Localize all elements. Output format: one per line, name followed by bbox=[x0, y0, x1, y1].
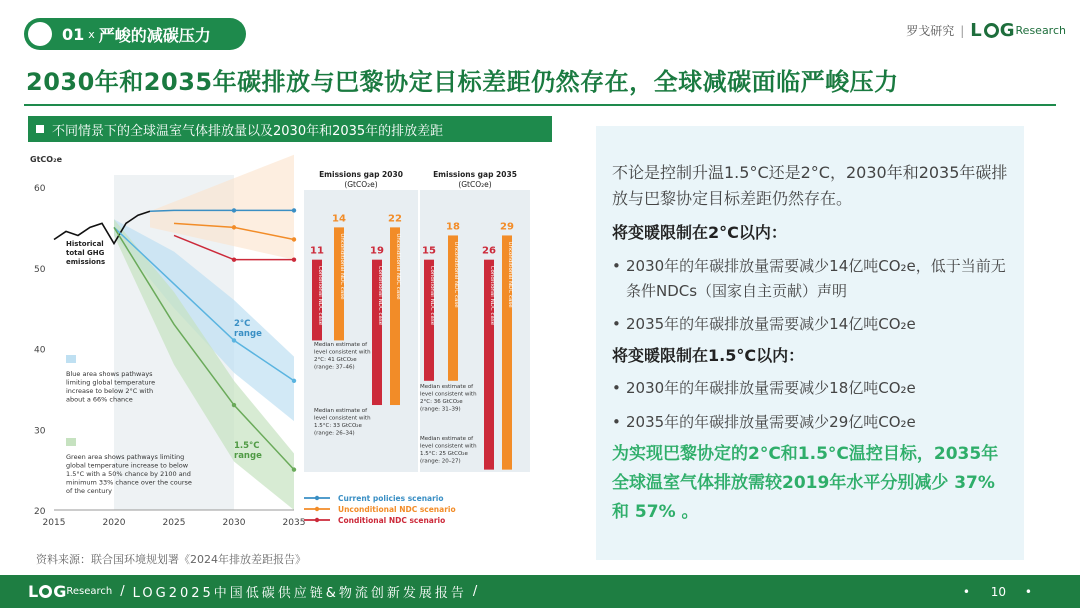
gap-title: Emissions gap 2035 bbox=[433, 170, 517, 179]
one-five-degree-label: range bbox=[234, 451, 262, 461]
green-note-text: minimum 33% chance over the course bbox=[66, 478, 192, 487]
historical-label: Historical bbox=[66, 240, 104, 248]
blue-note-text: limiting global temperature bbox=[66, 378, 156, 387]
x-tick-label: 2035 bbox=[282, 518, 306, 528]
legend-marker bbox=[315, 507, 319, 511]
legend-marker bbox=[315, 518, 319, 522]
y-axis-label: GtCO₂e bbox=[30, 155, 62, 164]
series-point bbox=[292, 208, 296, 212]
brand bbox=[906, 20, 1066, 41]
footer-logo-g: G bbox=[53, 582, 67, 601]
green-note-text: global temperature increase to below bbox=[66, 461, 189, 470]
chart-caption-bar bbox=[28, 116, 552, 142]
gap-note-text: level consistent with bbox=[314, 349, 371, 356]
gap-note-text: 2°C: 41 GtCO₂e bbox=[314, 357, 357, 363]
bullet-text: 2035年的年碳排放量需要减少14亿吨CO₂e bbox=[626, 315, 916, 333]
y-tick-label: 50 bbox=[34, 264, 46, 275]
blue-note-swatch bbox=[66, 355, 76, 363]
gap-bar-value: 18 bbox=[446, 221, 460, 233]
footer-dot-right: • bbox=[1024, 584, 1032, 599]
green-note-swatch bbox=[66, 438, 76, 446]
footer-bar bbox=[0, 575, 1080, 608]
x-tick-label: 2020 bbox=[102, 518, 126, 528]
footer-slash: / bbox=[120, 584, 125, 599]
logo-ring-icon bbox=[984, 23, 999, 38]
caption-square-icon bbox=[36, 125, 44, 133]
legend-label: Current policies scenario bbox=[338, 494, 444, 503]
y-tick-label: 40 bbox=[34, 345, 46, 356]
bullet-2030-2c bbox=[612, 254, 1014, 304]
logo-letter-g: G bbox=[999, 20, 1016, 41]
series-point bbox=[292, 237, 296, 241]
gap-bar-value: 15 bbox=[422, 245, 436, 257]
gap-bar-label: Unconditional NDC case bbox=[339, 233, 345, 300]
panel-conclusion: 为实现巴黎协定的2°C和1.5°C温控目标，2035年全球温室气体排放需较2019年水平分别减少 37% 和 57% 。 bbox=[612, 444, 999, 522]
section-title: 严峻的减碳压力 bbox=[98, 25, 211, 45]
brand-separator: | bbox=[960, 23, 965, 38]
page-title: 2030年和2035年碳排放与巴黎协定目标差距仍然存在，全球减碳面临严峻压力 bbox=[26, 68, 899, 96]
y-tick-label: 20 bbox=[34, 507, 46, 517]
bullet-2035-1-5c bbox=[612, 410, 1014, 435]
section-number: 01 bbox=[62, 24, 85, 44]
two-degree-label: range bbox=[234, 329, 262, 339]
gap-note-text: (range: 37–46) bbox=[314, 364, 355, 371]
gap-bar-value: 26 bbox=[482, 245, 496, 257]
series-point bbox=[292, 379, 296, 383]
gap-bar-label: Conditional NDC case bbox=[429, 265, 435, 326]
blue-note-text: increase to below 2°C with bbox=[66, 387, 154, 395]
series-point bbox=[292, 467, 296, 471]
gap-title: (GtCO₂e) bbox=[344, 180, 378, 189]
gap-note-text: 2°C: 36 GtCO₂e bbox=[420, 399, 463, 405]
historical-label: total GHG bbox=[66, 249, 105, 257]
series-line bbox=[150, 210, 294, 211]
y-tick-label: 60 bbox=[34, 184, 46, 194]
chart-caption: 不同情景下的全球温室气体排放量以及2030年和2035年的排放差距 bbox=[52, 123, 444, 139]
footer-slash-2: / bbox=[472, 584, 478, 599]
gap-bar-value: 22 bbox=[388, 213, 402, 225]
series-point bbox=[292, 257, 296, 261]
logo-research: Research bbox=[1015, 24, 1066, 37]
bullet-mark: • bbox=[612, 379, 621, 397]
series-point bbox=[232, 208, 236, 212]
x-tick-label: 2025 bbox=[162, 518, 186, 528]
section-x: x bbox=[88, 27, 95, 41]
bullet-2035-2c bbox=[612, 312, 1014, 337]
gap-bar-label: Unconditional NDC case bbox=[395, 233, 401, 300]
gap-note-text: Median estimate of bbox=[420, 436, 474, 442]
bullet-2030-1-5c bbox=[612, 376, 1014, 401]
footer-dot-left: • bbox=[962, 584, 970, 599]
emissions-gap-chart bbox=[28, 150, 552, 548]
legend-label: Unconditional NDC scenario bbox=[338, 505, 456, 514]
gap-note-text: Median estimate of bbox=[314, 408, 368, 414]
logo-letter-l: L bbox=[970, 20, 983, 41]
footer-report-title: LOG2025中国低碳供应链&物流创新发展报告 bbox=[132, 586, 467, 601]
brand-cn: 罗戈研究 bbox=[906, 24, 955, 38]
gap-note-text: 1.5°C: 33 GtCO₂e bbox=[314, 423, 362, 429]
gap-note-text: (range: 20–27) bbox=[420, 458, 461, 465]
x-tick-label: 2015 bbox=[42, 518, 66, 528]
gap-note-text: 1.5°C: 25 GtCO₂e bbox=[420, 451, 468, 457]
gap-bar-value: 19 bbox=[370, 245, 384, 257]
blue-note-text: Blue area shows pathways bbox=[66, 370, 153, 378]
gap-bar-value: 11 bbox=[310, 245, 324, 257]
gap-note-text: Median estimate of bbox=[314, 342, 368, 348]
panel-heading-1-5c: 将变暖限制在1.5°C以内： bbox=[612, 346, 805, 365]
gap-title: (GtCO₂e) bbox=[458, 180, 492, 189]
panel-heading-2c: 将变暖限制在2°C以内： bbox=[612, 223, 787, 242]
bullet-text: 2030年的年碳排放量需要减少18亿吨CO₂e bbox=[626, 379, 916, 397]
y-tick-label: 30 bbox=[34, 426, 46, 437]
one-five-degree-label: 1.5°C bbox=[234, 441, 260, 451]
bullet-text: 2030年的年碳排放量需要减少14亿吨CO₂e，低于当前无条件NDCs（国家自主贡献）声明 bbox=[626, 257, 1006, 300]
gap-note-text: Median estimate of bbox=[420, 384, 474, 390]
gap-title: Emissions gap 2030 bbox=[319, 170, 403, 179]
section-dot-icon bbox=[28, 22, 52, 46]
series-point bbox=[232, 225, 236, 229]
footer-logo-research: Research bbox=[66, 586, 113, 597]
title-divider bbox=[24, 104, 1056, 106]
x-tick-label: 2030 bbox=[222, 518, 246, 528]
source-note: 资料来源：联合国环境规划署《2024年排放差距报告》 bbox=[36, 553, 306, 566]
gap-bar-value: 14 bbox=[332, 213, 346, 225]
two-degree-label: 2°C bbox=[234, 319, 251, 329]
legend-marker bbox=[315, 496, 319, 500]
gap-bar-label: Conditional NDC case bbox=[489, 265, 495, 326]
gap-bar-label: Conditional NDC case bbox=[377, 265, 383, 326]
gap-note-text: (range: 31–39) bbox=[420, 406, 461, 413]
green-note-text: of the century bbox=[66, 487, 112, 495]
series-point bbox=[232, 257, 236, 261]
gap-note-text: level consistent with bbox=[420, 443, 477, 450]
gap-bar-value: 29 bbox=[500, 221, 514, 233]
series-point bbox=[232, 403, 236, 407]
gap-note-text: level consistent with bbox=[420, 391, 477, 398]
bullet-mark: • bbox=[612, 257, 621, 275]
bullet-mark: • bbox=[612, 315, 621, 333]
gap-bar-label: Unconditional NDC case bbox=[453, 241, 459, 308]
bullet-mark: • bbox=[612, 413, 621, 431]
section-tag bbox=[24, 18, 246, 50]
gap-note-text: (range: 26–34) bbox=[314, 430, 355, 437]
historical-label: emissions bbox=[66, 258, 106, 266]
gap-bar-label: Conditional NDC case bbox=[317, 265, 323, 326]
panel-intro: 不论是控制升温1.5°C还是2°C，2030年和2035年碳排放与巴黎协定目标差距仍然存在。 bbox=[612, 163, 1008, 208]
page-number: 10 bbox=[990, 584, 1006, 599]
footer-logo-ring-icon bbox=[39, 585, 52, 598]
bullet-text: 2035年的年碳排放量需要减少29亿吨CO₂e bbox=[626, 413, 916, 431]
green-note-text: 1.5°C with a 50% chance by 2100 and bbox=[66, 470, 191, 478]
green-note-text: Green area shows pathways limiting bbox=[66, 453, 185, 461]
gap-note-text: level consistent with bbox=[314, 415, 371, 422]
blue-note-text: about a 66% chance bbox=[66, 395, 133, 404]
footer-logo-l: L bbox=[28, 582, 39, 601]
legend-label: Conditional NDC scenario bbox=[338, 516, 446, 525]
gap-bar-label: Unconditional NDC case bbox=[507, 241, 513, 308]
